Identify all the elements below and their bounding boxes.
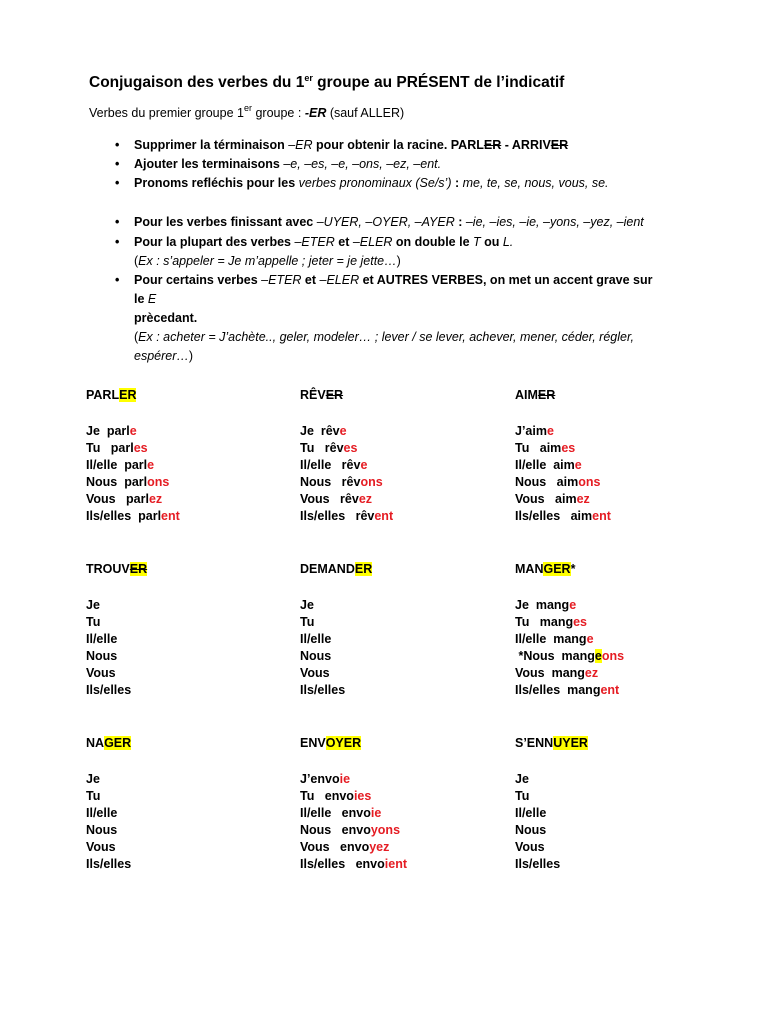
rule-text: –ETER [294,235,335,249]
conjugation-line [86,509,180,523]
bullet-icon: • [115,273,120,287]
conj-stem: Tu parl [86,441,134,455]
conj-ending: e [569,598,577,612]
verb-ending-highlight: ER [354,562,373,576]
conjugation-line [515,666,598,680]
rule-example-paren: ( [134,254,139,268]
conj-stem: *Nous mang [515,649,595,663]
verb-root: MAN [515,562,544,576]
conj-ending: ons [578,475,601,489]
verb-heading [515,736,588,750]
conjugation-line: Ils/elles [86,683,132,697]
rule-example: Ex : acheter = J’achète.., geler, modeler… ; lever / se lever, achever, mener, céder, régler, espérer… [134,330,634,363]
verb-heading [515,562,575,576]
rule-text: - ARRIV [501,138,551,152]
conjugation-line [515,509,611,523]
bullet-icon: • [115,215,120,229]
verb-ending-highlight: OYER [325,736,362,750]
conj-stem: J’aim [515,424,547,438]
conj-ending: ient [384,857,407,871]
conj-stem: Tu envo [300,789,354,803]
subtitle [89,103,405,120]
conj-stem: Il/elle aim [515,458,575,472]
conj-ending: ie [339,772,351,786]
conjugation-line: Il/elle [86,632,118,646]
struck-ending: ER [483,138,502,152]
bullet-icon: • [115,235,120,249]
rule-text: Supprimer la términaison [134,138,289,152]
conjugation-line: Il/elle [300,632,332,646]
verb-root: TROUV [86,562,130,576]
rule-text: T [473,235,481,249]
rule-text: prècedant. [134,311,198,325]
bullet-icon: • [115,138,120,152]
conj-stem: Ils/elles rêv [300,509,375,523]
conj-stem: J’envo [300,772,340,786]
conjugation-line [300,806,381,820]
rule-example-paren: ) [396,254,401,268]
conj-stem: Il/elle parl [86,458,148,472]
rule-text: et [334,235,353,249]
conj-ending: es [561,441,576,455]
rule-text: Pronoms refléchis pour les [134,176,299,190]
conjugation-line [300,772,350,786]
verb-heading [515,388,555,402]
title-superscript: er [304,73,313,83]
conjugation-line: Ils/elles [86,857,132,871]
rule-text: pour obtenir la racine. PARL [312,138,484,152]
verb-heading [86,562,147,576]
verb-heading [86,736,131,750]
bullet-icon: • [115,157,120,171]
conj-stem: Ils/elles parl [86,509,162,523]
conj-ending: yez [369,840,390,854]
verb-root: ENV [300,736,326,750]
conj-stem: Tu mang [515,615,574,629]
conj-ending: ez [584,666,599,680]
conjugation-line: Tu [86,615,101,629]
conj-stem: Ils/elles envo [300,857,385,871]
rule-text: –ER [288,138,313,152]
conj-ending: ez [576,492,590,506]
conj-ending: es [343,441,358,455]
conj-ending: ons [360,475,383,489]
conj-ending: e [129,424,137,438]
conj-stem: Vous envo [300,840,370,854]
conjugation-line: Ils/elles [300,683,346,697]
conjugation-line: Il/elle [515,806,547,820]
bullet-icon: • [115,176,120,190]
asterisk-mark: * [570,562,576,576]
conj-ending: e [360,458,368,472]
verb-heading [300,736,361,750]
verb-ending-highlight: ER [119,388,137,402]
rule-text: Pour certains verbes [134,273,262,287]
rule-text: –UYER, –OYER, –AYER [316,215,455,229]
conj-ending: ent [161,509,180,523]
conj-ending: ez [358,492,373,506]
verb-root: RÊV [300,388,326,402]
inserted-e-highlight: e [594,649,602,663]
conjugation-line: Je [86,772,100,786]
conjugation-line [86,441,148,455]
conj-stem: Ils/elles aim [515,509,593,523]
conjugation-line: Nous [300,649,332,663]
conj-ending: e [339,424,347,438]
conjugation-line [86,458,154,472]
title-text: Conjugaison des verbes du 1 [89,74,305,91]
conjugation-line [300,424,347,438]
conjugation-line [300,458,367,472]
conjugation-line [300,475,383,489]
conjugation-line: Nous [86,823,118,837]
rule-text: –ETER [261,273,302,287]
conjugation-line: Tu [300,615,315,629]
rule-text: Pour les verbes finissant avec [134,215,317,229]
conjugation-line: Vous [86,666,116,680]
subtitle-text-end: (sauf ALLER) [326,106,405,120]
verb-ending-struck: ER [325,388,344,402]
conjugation-line: Il/elle [86,806,118,820]
conj-stem: Vous rêv [300,492,359,506]
subtitle-superscript: er [243,103,252,113]
verb-root: DEMAND [300,562,355,576]
conj-stem: Il/elle envo [300,806,371,820]
verb-root: S’ENN [515,736,554,750]
rule-text: : [451,176,463,190]
conjugation-line [86,424,137,438]
conjugation-line [515,475,600,489]
rule-text: –ELER [352,235,393,249]
conj-stem: Vous mang [515,666,585,680]
verb-root: AIM [515,388,538,402]
conjugation-line [515,632,594,646]
conj-stem: Nous parl [86,475,148,489]
verb-ending-struck: ER [537,388,556,402]
conjugation-line [300,441,357,455]
struck-ending: ER [550,138,569,152]
rule-text: : [454,215,466,229]
conjugation-line [300,823,400,837]
rule-text: –e, –es, –e, –ons, –ez, –ent. [283,157,442,171]
conj-stem: Il/elle mang [515,632,587,646]
conjugation-line: Tu [515,789,530,803]
rule-text: –ELER [319,273,360,287]
conj-ending: ons [147,475,170,489]
conj-ending: e [147,458,155,472]
conjugation-line: Je [86,598,100,612]
conj-stem: Nous aim [515,475,579,489]
conj-stem: Je mang [515,598,570,612]
conj-ending: ez [148,492,163,506]
conjugation-line: Tu [86,789,101,803]
conjugation-line [515,492,590,506]
page-title [89,74,564,92]
conjugation-line [300,492,372,506]
conjugation-line [86,492,162,506]
conjugation-line [515,683,619,697]
conj-stem: Il/elle rêv [300,458,361,472]
rule-example: Ex : s’appeler = Je m’appelle ; jeter = je jette… [138,254,397,268]
conj-ending: es [133,441,148,455]
rule-example-paren: ( [134,330,139,344]
conjugation-line [86,475,169,489]
subtitle-text: Verbes du premier groupe 1 [89,106,244,120]
verb-heading [86,388,136,402]
verb-heading [300,562,372,576]
rule-text: L. [502,235,514,249]
subtitle-text-mid: groupe : [251,106,305,120]
conj-ending: ent [592,509,611,523]
conj-stem: Tu aim [515,441,562,455]
verb-root: PARL [86,388,120,402]
rule-text: verbes pronominaux (Se/s’) [298,176,452,190]
conjugation-line: Je [300,598,314,612]
conj-ending: e [586,632,594,646]
conj-ending: e [574,458,582,472]
conjugation-line: Ils/elles [515,857,561,871]
conjugation-line [515,424,554,438]
conjugation-line: Je [515,772,529,786]
conj-stem: Nous rêv [300,475,361,489]
conj-stem: Tu rêv [300,441,344,455]
title-text-end: groupe au PRÉSENT de l’indicatif [312,74,565,91]
rule-example-paren: ) [188,349,194,363]
rule-text: et AUTRES VERBES, on met un accent grave sur le [134,273,653,306]
conjugation-line [300,857,407,871]
conj-stem: Vous aim [515,492,577,506]
conjugation-line [300,789,371,803]
verb-ending-highlight: ER [129,562,148,576]
conj-ending: ons [601,649,625,663]
rule-text: Pour la plupart des verbes [134,235,295,249]
conj-stem: Je rêv [300,424,340,438]
conjugation-line [300,509,393,523]
conj-ending: yons [370,823,401,837]
conjugation-line: Vous [300,666,330,680]
conjugation-line [515,458,582,472]
conjugation-line [515,615,587,629]
conjugation-line: Nous [86,649,118,663]
rule-text: ou [480,235,503,249]
conj-stem: Ils/elles mang [515,683,601,697]
conjugation-line: Nous [515,823,547,837]
conjugation-line: Vous [86,840,116,854]
verb-heading [300,388,343,402]
conjugation-line [515,598,576,612]
conj-ending: ie [370,806,382,820]
conjugation-line: Vous [515,840,545,854]
verb-ending-highlight: GER [543,562,571,576]
rule-text: me, te, se, nous, vous, se. [462,176,609,190]
subtitle-suffix: -ER [304,106,327,120]
conj-stem: Nous envo [300,823,371,837]
rule-text: et [301,273,320,287]
conjugation-line [300,840,389,854]
verb-root: NA [86,736,105,750]
rule-text: –ie, –ies, –ie, –yons, –yez, –ient [465,215,644,229]
conj-stem: Vous parl [86,492,149,506]
conjugation-line-nous [515,649,624,663]
rule-text: on double le [392,235,473,249]
conj-ending: ent [374,509,394,523]
conj-ending: e [546,424,554,438]
conj-ending: es [573,615,588,629]
rule-text: E [147,292,157,306]
verb-ending-highlight: GER [104,736,132,750]
conj-ending: ies [353,789,372,803]
rule-text: Ajouter les terminaisons [134,157,284,171]
conjugation-line [515,441,575,455]
conj-ending: ent [600,683,620,697]
conj-stem: Je parl [86,424,130,438]
verb-ending-highlight: UYER [553,736,588,750]
